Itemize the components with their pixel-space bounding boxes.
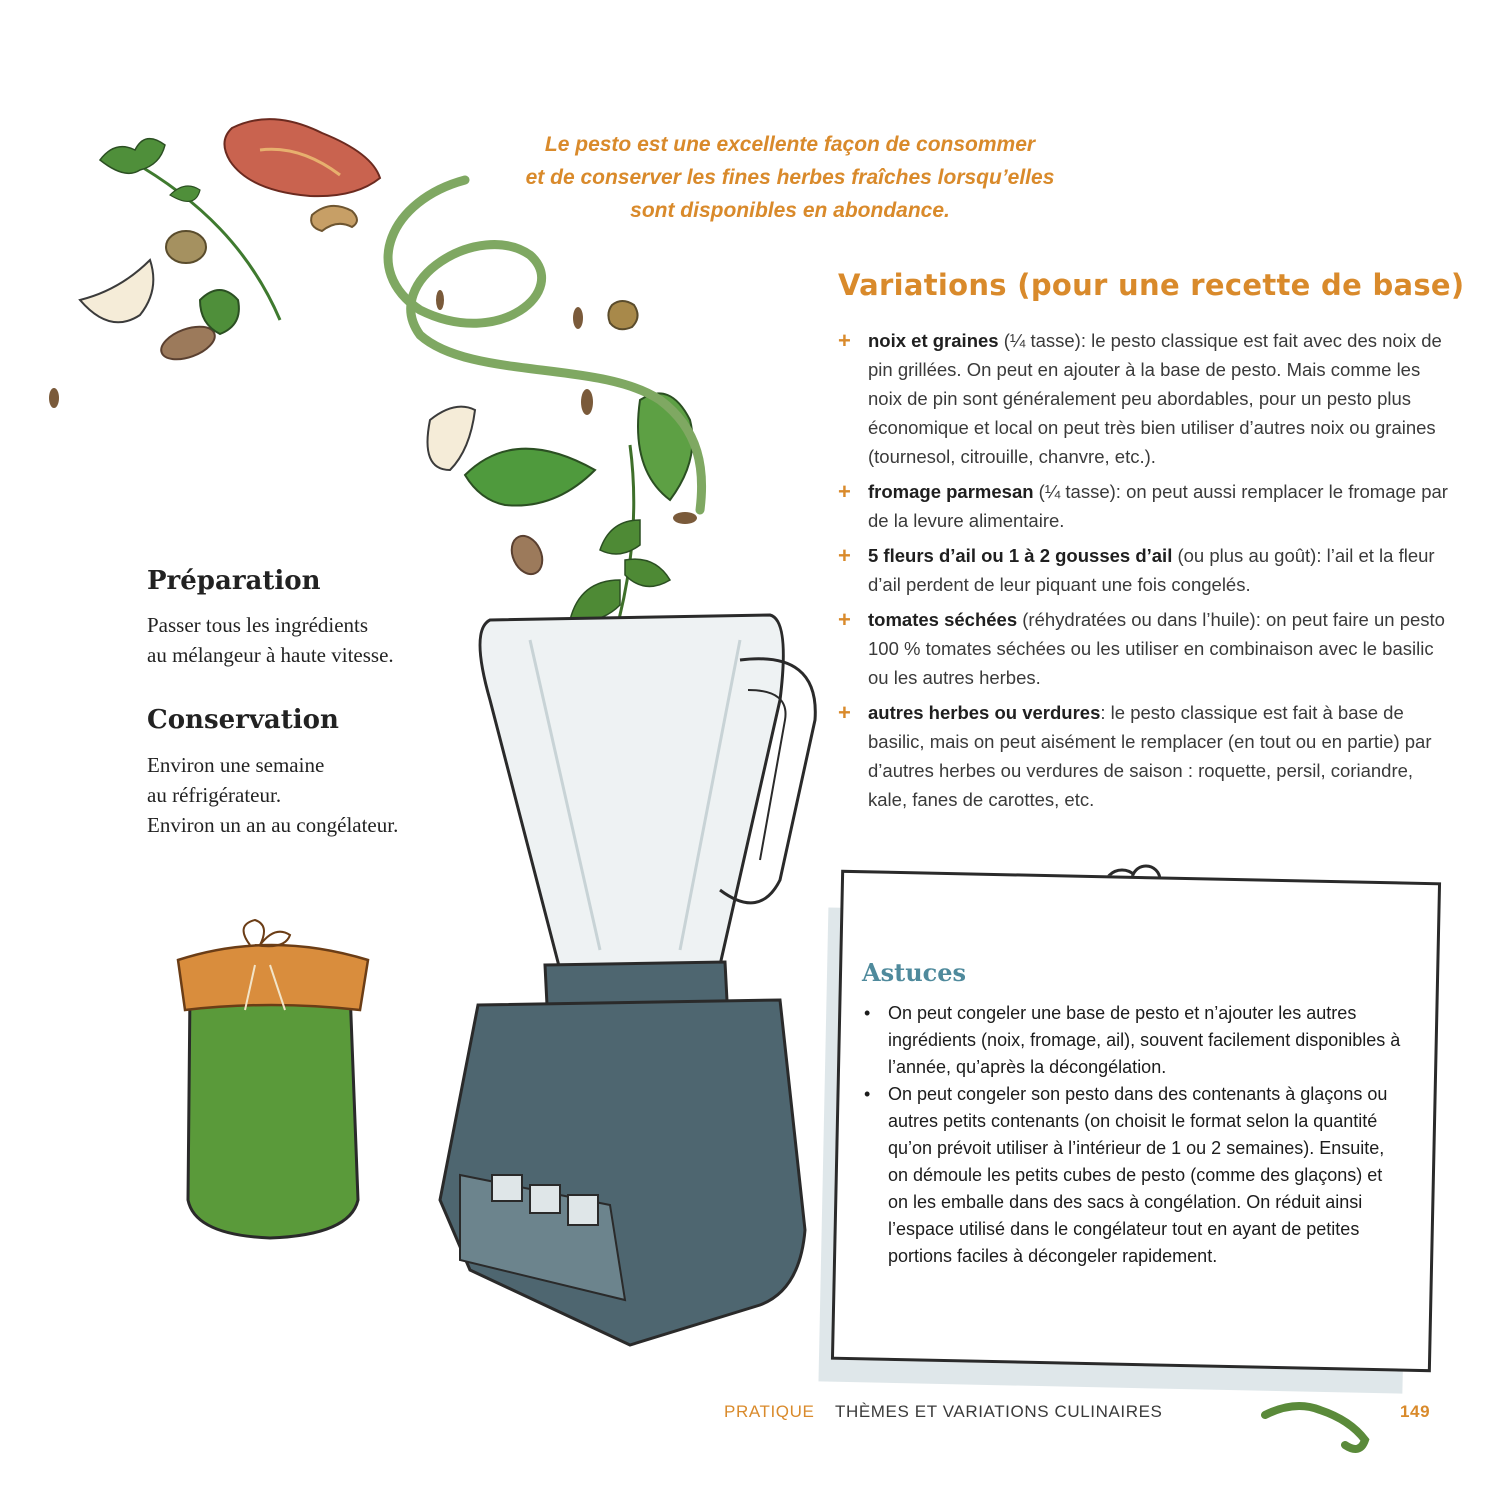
variation-item-name: autres herbes ou verdures [868, 702, 1101, 723]
variation-item-name: tomates séchées [868, 609, 1018, 630]
astuces-title: Astuces [862, 958, 967, 987]
variation-item [838, 605, 1448, 692]
intro-text [480, 128, 1100, 227]
variation-item-name: noix et graines [868, 330, 999, 351]
plus-icon: + [838, 543, 851, 568]
astuces-item [862, 1081, 1407, 1270]
variation-item-text: (ou plus au goût): l’ail et la fleur d’ail perdent de leur piquant une fois congelés. [868, 545, 1435, 595]
variation-item [838, 698, 1448, 814]
variation-item [838, 326, 1448, 471]
conservation-line: Environ une semaine [147, 753, 325, 777]
conservation-line: au réfrigérateur. [147, 783, 282, 807]
variation-item-text: (réhydratées ou dans l’huile): on peut faire un pesto 100 % tomates séchées ou les utiliser en combinaison avec le basilic ou les autres herbes. [868, 609, 1445, 688]
astuces-item [862, 1000, 1407, 1081]
preparation-line: Passer tous les ingrédients [147, 613, 369, 637]
bullet-icon: • [864, 1084, 871, 1104]
footer-section: THÈMES ET VARIATIONS CULINAIRES [835, 1402, 1163, 1421]
preparation-line: au mélangeur à haute vitesse. [147, 643, 394, 667]
preparation-title: Préparation [147, 566, 321, 596]
bullet-icon: • [864, 1003, 871, 1023]
variation-item [838, 477, 1448, 535]
intro-line: Le pesto est une excellente façon de consommer [544, 133, 1036, 156]
footer-scape-icon [1265, 1406, 1365, 1449]
footer-category: PRATIQUE [724, 1402, 815, 1421]
conservation-text [147, 750, 398, 840]
plus-icon: + [838, 607, 851, 632]
variations-title: Variations (pour une recette de base) [838, 268, 1465, 302]
plus-icon: + [838, 479, 851, 504]
variation-item-text: : le pesto classique est fait à base de basilic, mais on peut aisément le remplacer (en tout ou en partie) par d’autres herbes ou verdures de saison : roquette, persil, coriandre, kale, fanes de carottes, etc. [868, 702, 1432, 810]
blender-icon [440, 615, 815, 1345]
preparation-text [147, 610, 394, 670]
conservation-title: Conservation [147, 705, 339, 735]
astuces-item-text: On peut congeler son pesto dans des contenants à glaçons ou autres petits contenants (on choisit le format selon la quantité qu’on prévoit utiliser à l’intérieur de 1 ou 2 semaines). Ensuite, on démoule les petits cubes de pesto (comme des glaçons) et on les emballe dans des sacs à congélation. On réduit ainsi l’espace utilisé dans le congélateur tout en ayant de petites portions faciles à décongeler rapidement. [888, 1084, 1388, 1266]
astuces-list [862, 1000, 1407, 1270]
variations-list [838, 326, 1448, 820]
variation-item [838, 541, 1448, 599]
variation-item-name: 5 fleurs d’ail ou 1 à 2 gousses d’ail [868, 545, 1173, 566]
astuces-item-text: On peut congeler une base de pesto et n’ajouter les autres ingrédients (noix, fromage, ail), souvent facilement disponibles à l’année, qu’après la décongélation. [888, 1003, 1401, 1077]
intro-line: sont disponibles en abondance. [630, 199, 950, 222]
variation-item-name: fromage parmesan [868, 481, 1034, 502]
variation-item-text: (¼ tasse): le pesto classique est fait avec des noix de pin grillées. On peut en ajouter à la base de pesto. Mais comme les noix de pin sont généralement peu abordables, pour un pesto plus économique et local on peut très bien utiliser d’autres noix ou graines (tournesol, citrouille, chanvre, etc.). [868, 330, 1442, 467]
intro-line: et de conserver les fines herbes fraîches lorsqu’elles [525, 166, 1055, 189]
pesto-jar-icon [178, 920, 368, 1238]
plus-icon: + [838, 700, 851, 725]
conservation-line: Environ un an au congélateur. [147, 813, 399, 837]
sun-dried-tomato-icon [224, 119, 380, 196]
nuts-seeds-icon [49, 206, 697, 579]
page-number: 149 [1400, 1402, 1431, 1421]
variation-item-text: (¼ tasse): on peut aussi remplacer le fromage par de la levure alimentaire. [868, 481, 1448, 531]
plus-icon: + [838, 328, 851, 353]
